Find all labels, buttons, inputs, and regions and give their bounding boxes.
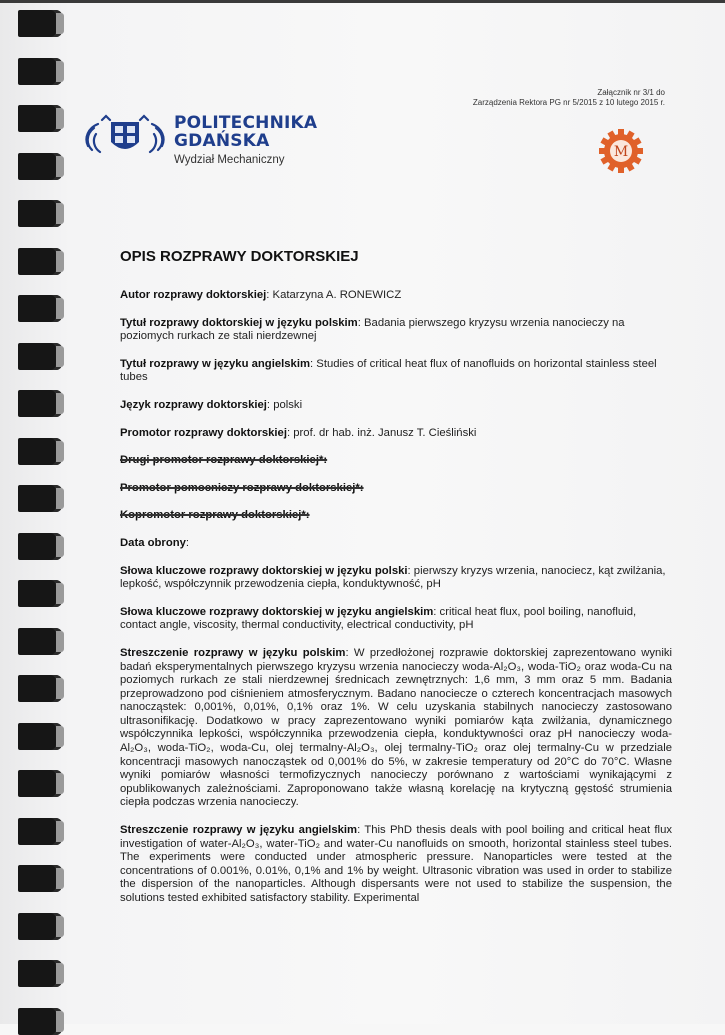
binding-ring (18, 580, 62, 607)
author-label: Autor rozprawy doktorskiej (120, 289, 267, 301)
title-en-value: : Studies of critical heat flux of nanofluids on horizontal stainless steel tubes (120, 357, 657, 384)
promotor-label: Promotor rozprawy doktorskiej (120, 426, 287, 439)
faculty-name: Wydział Mechaniczny (174, 154, 285, 166)
binding-ring (18, 723, 62, 750)
abstract-en-field (120, 824, 672, 906)
title-pl-value: : Badania pierwszego kryzysu wrzenia nanocieczy na poziomych rurkach ze stali nierdzewnej (120, 316, 625, 343)
binding-ring (18, 533, 62, 560)
language-label: Język rozprawy doktorskiej (120, 398, 267, 411)
attachment-line-1: Załącznik nr 3/1 do (597, 88, 665, 97)
university-name-line-1: POLITECHNIKA (174, 113, 318, 133)
binding-ring (18, 865, 62, 892)
attachment-line-2: Zarządzenia Rektora PG nr 5/2015 z 10 lutego 2015 r. (472, 98, 665, 107)
university-name (174, 114, 317, 150)
title-en-label: Tytuł rozprawy w języku angielskim (120, 357, 311, 370)
binding-ring (18, 1008, 62, 1035)
abstract-en-label: Streszczenie rozprawy w języku angielskim (120, 824, 358, 837)
svg-text:M: M (613, 144, 629, 160)
binding-ring (18, 960, 62, 987)
attachment-note (473, 88, 665, 108)
second-promotor-label: Drugi promotor rozprawy doktorskiej*: (120, 454, 328, 467)
abstract-pl-value: : W przedłożonej rozprawie doktorskiej zaprezentowano wyniki badań eksperymentalnych pierwszego kryzysu wrzenia nanocieczy woda-Al₂O₃, woda-TiO₂ oraz woda-Cu na poziomych rurkach ze stali nierdzewnej średnicach zewnętrznych: 1,6 mm, 3 mm oraz 5 mm. Badania przeprowadzono pod ciśnieniem atmosferycznym. Badano nanociecze o czterech koncentracjach masowych nanocząstek: 0,001%, 0,01%, 0,1% oraz 1%. W celu uzyskania stabilnych nanocieczy zastosowano ultrasonifikację. Dodatkowo w pracy zaprezentowano wyniki pomiarów kąta zwilżania, dynamicznego współczynnika lepkości, współczynnika przewodzenia ciepła, konduktywności oraz pH nanocieczy woda-Al₂O₃, woda-TiO₂, woda-Cu, olej termalny-Al₂O₃, olej termalny-TiO₂ oraz olej termalny-Cu w przedziale koncentracji masowych nanocząstek od 0,001% do 5%, w zakresie temperatury od 20°C do 70°C. Własne wyniki pomiarów własności termofizycznych nanocieczy porównano z wartościami wynikającymi z opublikowanych zależnościami. Zaproponowano także własną korelację na krytyczną gęstość strumienia ciepła podczas wrzenia nanocieczy. (120, 646, 672, 809)
language-field (120, 399, 672, 413)
defense-date-value: : (185, 536, 190, 549)
document-title: OPIS ROZPRAWY DOKTORSKIEJ (120, 248, 359, 265)
keywords-en-label: Słowa kluczowe rozprawy doktorskiej w języku angielskim (120, 605, 434, 618)
promotor-value: : prof. dr hab. inż. Janusz T. Cieśliński (286, 426, 477, 439)
keywords-pl-field (120, 565, 672, 592)
aux-promotor-field (120, 482, 672, 496)
binding-ring (18, 628, 62, 655)
binding-ring (18, 485, 62, 512)
title-en-field (120, 358, 672, 385)
binding-ring (18, 10, 62, 37)
keywords-pl-label: Słowa kluczowe rozprawy doktorskiej w języku polski (120, 564, 408, 577)
university-logo (80, 112, 318, 172)
binding-ring (18, 390, 62, 417)
keywords-en-value: : critical heat flux, pool boiling, nanofluid, contact angle, viscosity, thermal conductivity, electrical conductivity, pH (120, 605, 637, 632)
binding-ring (18, 58, 62, 85)
author-field (120, 289, 672, 303)
binding-ring (18, 153, 62, 180)
binding-ring (18, 295, 62, 322)
aux-promotor-label: Promotor pomocniczy rozprawy doktorskiej*: (120, 481, 364, 494)
binding-ring (18, 105, 62, 132)
copromotor-field (120, 509, 672, 523)
defense-date-label: Data obrony (120, 536, 186, 549)
document-body (120, 248, 672, 920)
keywords-pl-value: : pierwszy kryzys wrzenia, nanociecz, kąt zwilżania, lepkość, współczynnik przewodzenia ciepła, konduktywność, pH (120, 564, 666, 591)
language-value: : polski (266, 398, 303, 411)
university-emblem-icon (80, 112, 170, 160)
title-pl-field (120, 317, 672, 344)
faculty-gear-emblem-icon (596, 126, 646, 176)
keywords-en-field (120, 606, 672, 633)
university-name-line-2: GDAŃSKA (174, 131, 270, 151)
copromotor-label: Kopromotor rozprawy doktorskiej*: (120, 509, 310, 522)
binding-ring (18, 343, 62, 370)
promotor-field (120, 427, 672, 441)
binding-ring (18, 438, 62, 465)
author-value: : Katarzyna A. RONEWICZ (266, 289, 402, 301)
title-pl-label: Tytuł rozprawy doktorskiej w języku polskim (120, 316, 358, 329)
binding-ring (18, 248, 62, 275)
abstract-en-value: : This PhD thesis deals with pool boiling and critical heat flux investigation of water-Al₂O₃, water-TiO₂ and water-Cu nanofluids on smooth, horizontal stainless steel tubes. The experiments were conducted under atmospheric pressure. Nanoparticles were tested at the concentrations of 0.001%, 0.01%, 0,1% and 1% by weight. Ultrasonic vibration was used in order to stabilize the dispersion of the nanoparticles. Although dispersants were not used to stabilize the suspension, the solutions tested exhibited satisfactory stability. Experimental (120, 824, 673, 904)
spiral-binding (0, 0, 66, 1024)
abstract-pl-field (120, 647, 672, 810)
binding-ring (18, 200, 62, 227)
binding-ring (18, 818, 62, 845)
binding-ring (18, 913, 62, 940)
binding-ring (18, 770, 62, 797)
page-top-edge (0, 0, 725, 3)
defense-date-field (120, 537, 672, 551)
second-promotor-field (120, 454, 672, 468)
abstract-pl-label: Streszczenie rozprawy w języku polskim (120, 646, 346, 659)
binding-ring (18, 675, 62, 702)
